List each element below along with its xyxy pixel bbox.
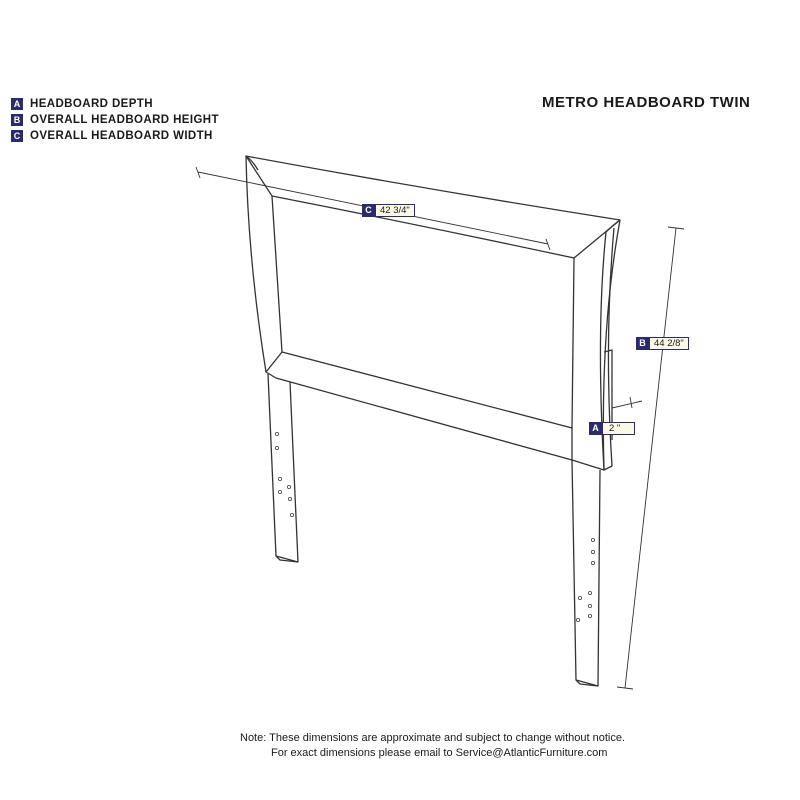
legend-key-b: B (11, 114, 23, 126)
leg-holes (275, 432, 594, 621)
height-dimension-value: 44 2/8" (649, 337, 689, 350)
note-line-2: For exact dimensions please email to Service@AtlanticFurniture.com (271, 747, 608, 759)
width-dimension-label (362, 204, 415, 217)
headboard-outer-frame (246, 156, 620, 470)
headboard-panel (272, 196, 574, 428)
headboard-top-rail (246, 156, 620, 258)
note-line-1: Note: These dimensions are approximate and subject to change without notice. (240, 732, 626, 744)
legend-label-height: OVERALL HEADBOARD HEIGHT (30, 114, 219, 126)
disclaimer-note (240, 731, 625, 761)
depth-dimension-label (589, 422, 635, 435)
right-leg (572, 460, 600, 686)
legend-label-depth: HEADBOARD DEPTH (30, 98, 153, 110)
left-leg (268, 374, 298, 562)
depth-dimension-value: 2 " (602, 422, 635, 435)
legend-key-a: A (11, 98, 23, 110)
height-dimension-key: B (636, 337, 649, 350)
legend-label-width: OVERALL HEADBOARD WIDTH (30, 130, 213, 142)
headboard-bottom-rail (266, 352, 282, 372)
width-dimension-value: 42 3/4" (375, 204, 415, 217)
legend-key-c: C (11, 130, 23, 142)
depth-dimension-key: A (589, 422, 602, 435)
width-dimension-key: C (362, 204, 375, 217)
height-dimension-label (636, 337, 689, 350)
page-title: METRO HEADBOARD TWIN (542, 94, 751, 111)
